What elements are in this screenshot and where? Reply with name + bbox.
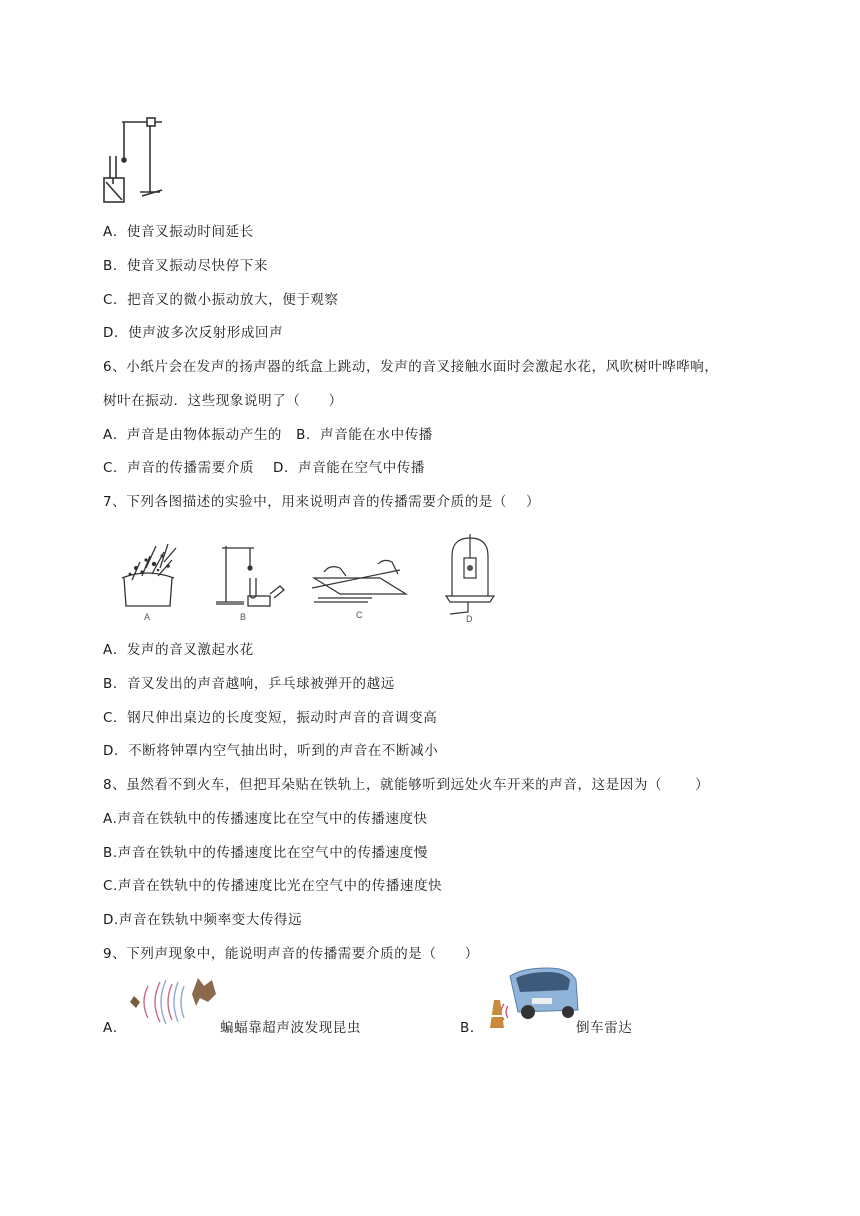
q5-option-d: D．使声波多次反射形成回声 xyxy=(103,325,284,341)
q9-stem: 9、下列声现象中，能说明声音的传播需要介质的是（ ） xyxy=(103,946,479,962)
q9-option-b-letter: B． xyxy=(460,1020,484,1036)
q7-option-a: A．发声的音叉激起水花 xyxy=(103,642,254,658)
q8-option-b: B.声音在铁轨中的传播速度比在空气中的传播速度慢 xyxy=(103,845,428,861)
q7-stem: 7、下列各图描述的实验中，用来说明声音的传播需要介质的是（ ） xyxy=(103,494,541,510)
q7-option-d: D．不断将钟罩内空气抽出时，听到的声音在不断减小 xyxy=(103,743,439,759)
q8-stem: 8、虽然看不到火车，但把耳朵贴在铁轨上，就能够听到远处火车开来的声音，这是因为（ ） xyxy=(103,777,710,793)
q7-option-b: B．音叉发出的声音越响，乒乓球被弹开的越远 xyxy=(103,676,395,692)
q7-figure-c xyxy=(310,548,410,622)
q8-option-a: A.声音在铁轨中的传播速度比在空气中的传播速度快 xyxy=(103,811,428,827)
q9-option-a-letter: A． xyxy=(103,1020,127,1036)
q9-options-row xyxy=(103,1016,743,1040)
q6-stem-line1: 6、小纸片会在发声的扬声器的纸盒上跳动，发声的音叉接触水面时会激起水花，风吹树叶哗哗响， xyxy=(103,359,719,375)
q8-option-d: D.声音在铁轨中频率变大传得远 xyxy=(103,912,303,928)
q6-stem-line2: 树叶在振动．这些现象说明了（ ） xyxy=(103,393,343,409)
q6-options-row2: C．声音的传播需要介质 D．声音能在空气中传播 xyxy=(103,460,426,476)
q5-option-b: B．使音叉振动尽快停下来 xyxy=(103,258,268,274)
q9-option-b-text: 倒车雷达 xyxy=(576,1020,633,1036)
q7-figure-d-label: D xyxy=(466,614,473,624)
q7-figure-b-label: B xyxy=(240,612,247,622)
q7-figure-a-label: A xyxy=(144,612,151,622)
q6-options-row1: A．声音是由物体振动产生的 B．声音能在水中传播 xyxy=(103,427,433,443)
q5-tuning-fork-figure xyxy=(100,112,168,204)
q7-figure-d xyxy=(440,532,504,624)
q7-figure-b xyxy=(210,538,288,622)
q7-figure-c-label: C xyxy=(356,610,363,620)
q9-option-a-text: 蝙蝠靠超声波发现昆虫 xyxy=(220,1020,361,1036)
q7-figure-a xyxy=(112,538,192,622)
q5-option-a: A．使音叉振动时间延长 xyxy=(103,224,254,240)
q7-option-c: C．钢尺伸出桌边的长度变短，振动时声音的音调变高 xyxy=(103,710,438,726)
q5-option-c: C．把音叉的微小振动放大，便于观察 xyxy=(103,292,339,308)
q8-option-c: C.声音在铁轨中的传播速度比光在空气中的传播速度快 xyxy=(103,878,443,894)
